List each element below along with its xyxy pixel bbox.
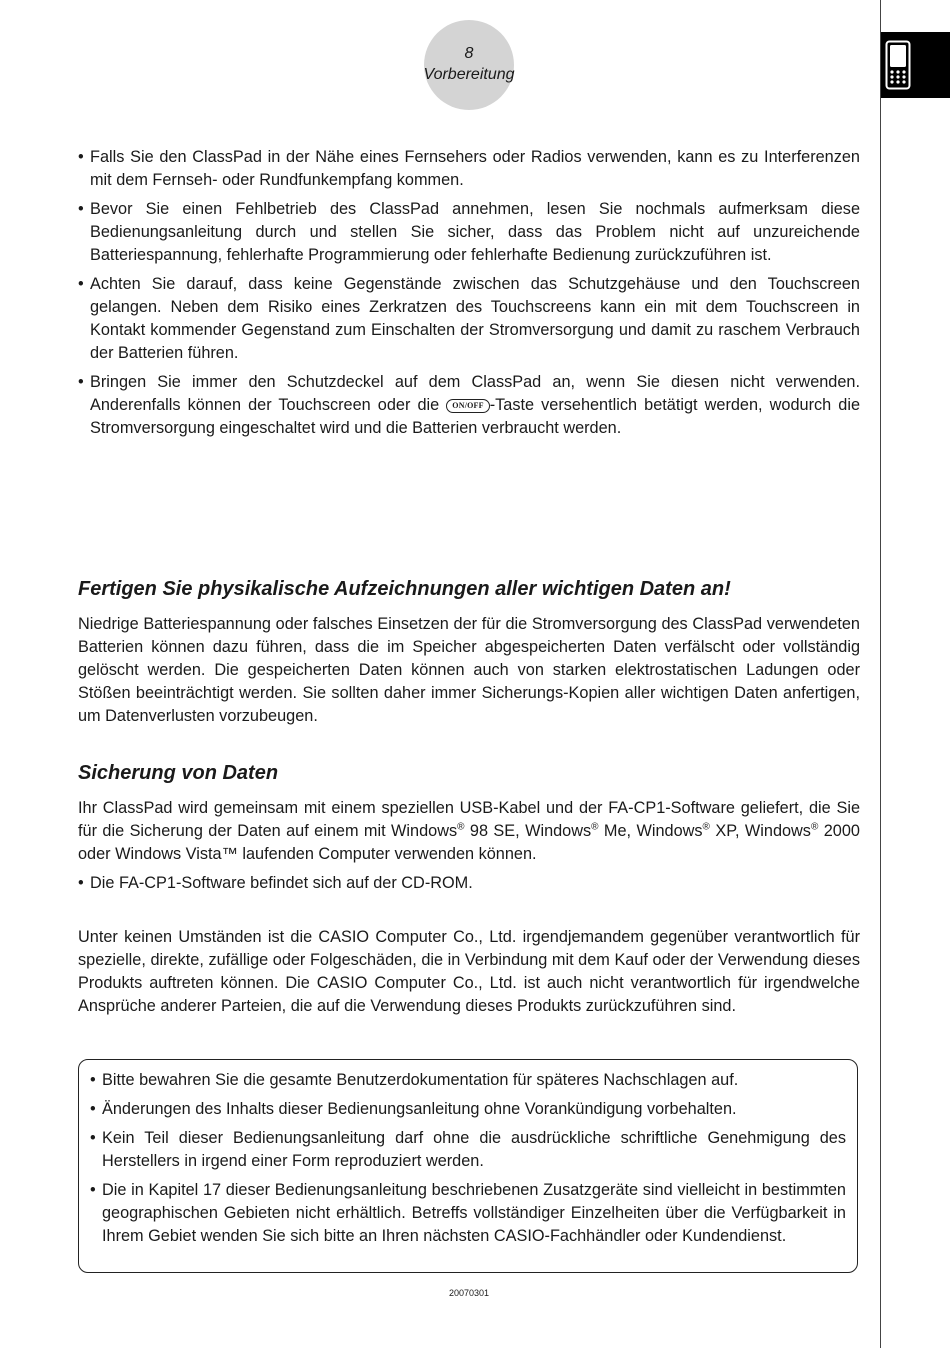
section-body: Ihr ClassPad wird gemeinsam mit einem speziellen USB-Kabel und der FA-CP1-Software geliefert, die Sie für die Sicherung der Daten auf einem mit Windows® 98 SE, Windows® Me, Windows® XP, Windows® 2000 oder Windows Vista™ laufenden Computer verwenden können. <box>78 799 860 863</box>
section-heading: Fertigen Sie physikalische Aufzeichnungen aller wichtigen Daten an! <box>78 578 731 600</box>
calculator-icon <box>885 40 911 90</box>
section-title: Vorbereitung <box>423 66 515 83</box>
list-item: • Achten Sie darauf, dass keine Gegenstände zwischen das Schutzgehäuse und den Touchscreen gelangen. Neben dem Risiko eines Zerkratzen des Touchscreens kann ein mit dem Touchscreen in Kontakt kommender Gegenstand zum Einschalten der Stromversorgung und damit zu raschem Verbrauch der Batterien führen. <box>78 273 860 365</box>
section-backup-records <box>78 578 860 728</box>
disclaimer-text: Unter keinen Umständen ist die CASIO Computer Co., Ltd. irgendjemandem gegenüber verantwortlich für spezielle, direkte, zufällige oder Folgeschäden, die in Verbindung mit dem Kauf oder der Verwendung dieses Produkts auftreten können. Die CASIO Computer Co., Ltd. ist auch nicht verantwortlich für irgendwelche Ansprüche anderer Parteien, die auf die Verwendung dieses Produkts zurückzuführen sind. <box>78 928 860 1015</box>
precautions-list <box>78 146 860 446</box>
page-number: 8 <box>464 45 474 62</box>
section-body: Niedrige Batteriespannung oder falsches Einsetzen der für die Stromversorgung des ClassPad verwendeten Batterien können dazu führen, dass die im Speicher abgespeicherten Daten verfälscht oder vollständig gelöscht werden. Die gespeicherten Daten können auch von starken elektrostatischen Ladungen oder Stößen beeinträchtigt werden. Sie sollten daher immer Sicherungs-Kopien aller wichtigen Daten anfertigen, um Datenverlusten vorzubeugen. <box>78 615 860 725</box>
list-item: • Bevor Sie einen Fehlbetrieb des ClassPad annehmen, lesen Sie nochmals aufmerksam diese Bedienungsanleitung durch und stellen Sie sicher, dass das Problem nicht auf unzureichende Batteriespannung, fehlerhafte Programmierung oder fehlerhafte Bedienung zurückzuführen ist. <box>78 198 860 267</box>
disclaimer <box>78 926 860 1018</box>
chapter-tab <box>881 32 950 98</box>
list-item: • Kein Teil dieser Bedienungsanleitung darf ohne die ausdrückliche schriftliche Genehmigung des Herstellers in irgend einer Form reproduziert werden. <box>90 1127 846 1173</box>
list-item: • Bitte bewahren Sie die gesamte Benutzerdokumentation für späteres Nachschlagen auf. <box>90 1069 846 1092</box>
section-data-backup <box>78 762 860 901</box>
list-item: • Die in Kapitel 17 dieser Bedienungsanleitung beschriebenen Zusatzgeräte sind vielleicht in bestimmten geographischen Gebieten nicht erhältlich. Betreffs vollständiger Einzelheiten über die Verfügbarkeit in Ihrem Gebiet wenden Sie sich bitte an Ihren nächsten CASIO-Fachhändler oder Kundendienst. <box>90 1179 846 1248</box>
section-heading: Sicherung von Daten <box>78 762 279 784</box>
list-item: • Die FA-CP1-Software befindet sich auf der CD-ROM. <box>78 872 860 895</box>
list-item-text: -Taste versehentlich betätigt werden, wodurch die Stromversorgung eingeschaltet wird und die Batterien verbraucht werden. <box>90 396 860 437</box>
page-header-badge <box>424 20 514 110</box>
notice-box <box>78 1059 858 1273</box>
list-item-text: Bringen Sie immer den Schutzdeckel auf dem ClassPad an, wenn Sie diesen nicht verwenden. Anderenfalls können der Touchscreen oder die <box>90 373 860 414</box>
footer-code: 20070301 <box>448 1288 490 1298</box>
list-item: • Falls Sie den ClassPad in der Nähe eines Fernsehers oder Radios verwenden, kann es zu Interferenzen mit dem Fernseh- oder Rundfunkempfang kommen. <box>78 146 860 192</box>
list-item <box>78 371 860 440</box>
on-off-key-icon: ON/OFF <box>446 399 489 413</box>
margin-divider <box>880 0 881 1348</box>
list-item: • Änderungen des Inhalts dieser Bedienungsanleitung ohne Vorankündigung vorbehalten. <box>90 1098 846 1121</box>
